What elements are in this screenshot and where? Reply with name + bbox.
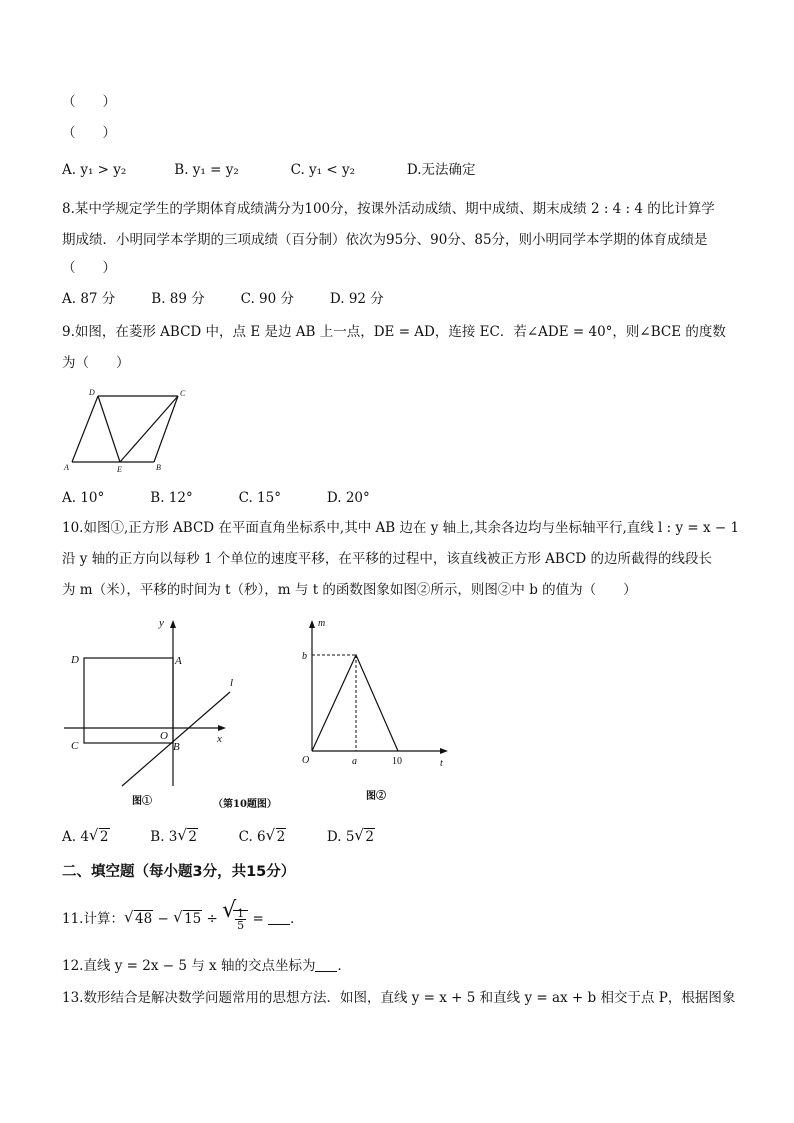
q7-paren-1: （ ） [62,94,116,110]
fig2-graph [312,655,398,751]
fig2-label-b: b [302,651,307,662]
sqrt-icon: √ 15 [173,908,202,927]
fig1-x-arrow-icon [218,725,226,731]
q10-option-d-label: D. 5 [326,829,355,845]
q8-options [62,290,384,308]
q8-option-d[interactable]: D. 92 分 [329,291,384,307]
fig2-t-arrow-icon [440,748,448,754]
q9-option-c[interactable]: C. 15° [238,490,281,506]
q10-figure-caption: （第10题图） [213,799,277,810]
q10-option-d[interactable] [327,828,375,846]
q10-option-b-label: B. 3 [150,829,178,845]
sqrt-icon: √ 2 [177,826,197,845]
fig2-label-m: m [318,618,326,629]
q11-prefix: 11.计算： [62,911,124,927]
q8-option-a[interactable]: A. 87 分 [62,291,116,307]
q11: 11.计算： √ 48 − √ 15 ÷ √ $\frac{1}{5}$ = ． [62,898,304,932]
q9-rhombus-figure [62,384,192,476]
q9-options [62,489,370,507]
q7-options [62,161,476,179]
q9-edge-de [98,396,120,462]
fig1-label-l: l [230,677,234,689]
q7-option-b[interactable]: B. y₁ = y₂ [174,162,239,178]
q12: 12.直线 y = 2x − 5 与 x 轴的交点坐标为 ． [62,958,351,974]
fig2-label-a: a [352,756,357,767]
sqrt-icon: √ 2 [88,826,109,845]
sqrt-icon: √ 2 [354,826,374,845]
q7-option-d[interactable]: D.无法确定 [406,162,476,178]
fig1-label-b: B [173,741,180,753]
q9-option-b[interactable]: B. 12° [150,490,193,506]
fig2-label-o: O [302,755,310,766]
q8-stem-line-1: 8.某中学规定学生的学期体育成绩满分为100分，按课外活动成绩、期中成绩、期末成绩 2 : 4 : 4 的比计算学 [62,201,715,217]
fig2-label-t: t [440,758,443,769]
q9-stem-line-1: 9.如图，在菱形 ABCD 中，点 E 是边 AB 上一点，DE = AD，连接 EC．若∠ADE = 40°，则∠BCE 的度数 [62,324,726,340]
q13-stem-line-1: 13.数形结合是解决数学问题常用的思想方法．如图，直线 y = x + 5 和直线 y = ax + b 相交于点 P，根据图象 [62,990,736,1006]
fig1-label-d: D [71,654,79,666]
q7-paren-2: （ ） [62,125,116,141]
fig1-caption: 图① [132,796,152,807]
fig1-y-arrow-icon [170,620,176,628]
q9-label-a: A [64,463,69,472]
q9-label-b: B [156,463,161,472]
q10-option-c[interactable] [239,828,323,846]
fig1-label-y: y [159,617,164,629]
fig1-label-a: A [175,655,182,667]
q12-answer-blank[interactable] [315,959,337,972]
q10-figure-2 [286,614,456,810]
q8-option-b[interactable]: B. 89 分 [151,291,205,307]
q10-option-a-label: A. 4 [62,829,89,845]
q10-options [62,828,375,846]
fig1-label-x: x [217,733,222,745]
fig1-label-c: C [71,740,79,752]
q9-label-c: C [180,389,186,398]
q9-stem-line-2: 为（ ） [62,355,130,371]
q8-option-c[interactable]: C. 90 分 [240,291,294,307]
q8-stem-line-3: （ ） [62,260,116,276]
q11-answer-blank[interactable] [268,912,290,925]
fig2-label-10: 10 [392,756,402,767]
q7-option-c[interactable]: C. y₁ < y₂ [290,162,355,178]
sqrt-icon: √ $\frac{1}{5}$ [222,908,248,931]
q10-option-a[interactable] [62,828,146,846]
q9-option-d[interactable]: D. 20° [326,490,370,506]
fig2-m-arrow-icon [309,620,315,628]
q9-edge-cb [154,396,178,462]
fig2-caption: 图② [366,791,386,802]
fig1-label-o: O [160,730,168,742]
sqrt-icon: √ 48 [123,908,153,927]
section-2-title: 二、填空题（每小题3分，共15分） [62,864,296,880]
q10-stem-line-3: 为 m（米），平移的时间为 t（秒），m 与 t 的函数图象如图②所示，则图②中 b 的值为（ ） [62,582,637,598]
q9-label-d: D [89,388,95,397]
q10-stem-line-2: 沿 y 轴的正方向以每秒 1 个单位的速度平移，在平移的过程中，该直线被正方形 ABCD 的边所截得的线段长 [62,551,713,567]
q12-stem: 12.直线 y = 2x − 5 与 x 轴的交点坐标为 [62,958,316,974]
q9-edge-ec [120,396,178,462]
fig1-line-l [122,692,230,786]
q9-option-a[interactable]: A. 10° [62,490,105,506]
q10-option-b[interactable] [150,828,234,846]
fraction: $\frac{1}{5}$ [237,907,245,932]
q10-stem-line-1: 10.如图①,正方形 ABCD 在平面直角坐标系中,其中 AB 边在 y 轴上,其余各边均与坐标轴平行,直线 l : y = x − 1 [62,520,740,536]
q9-label-e: E [117,465,122,474]
sqrt-icon: √ 2 [265,826,286,845]
q9-edge-da [72,396,98,462]
q10-option-c-label: C. 6 [238,829,266,845]
q10-figure-1 [62,614,242,814]
q7-option-a[interactable]: A. y₁ > y₂ [62,162,127,178]
q8-stem-line-2: 期成绩．小明同学本学期的三项成绩（百分制）依次为95分、90分、85分，则小明同学本学期的体育成绩是 [62,232,708,248]
